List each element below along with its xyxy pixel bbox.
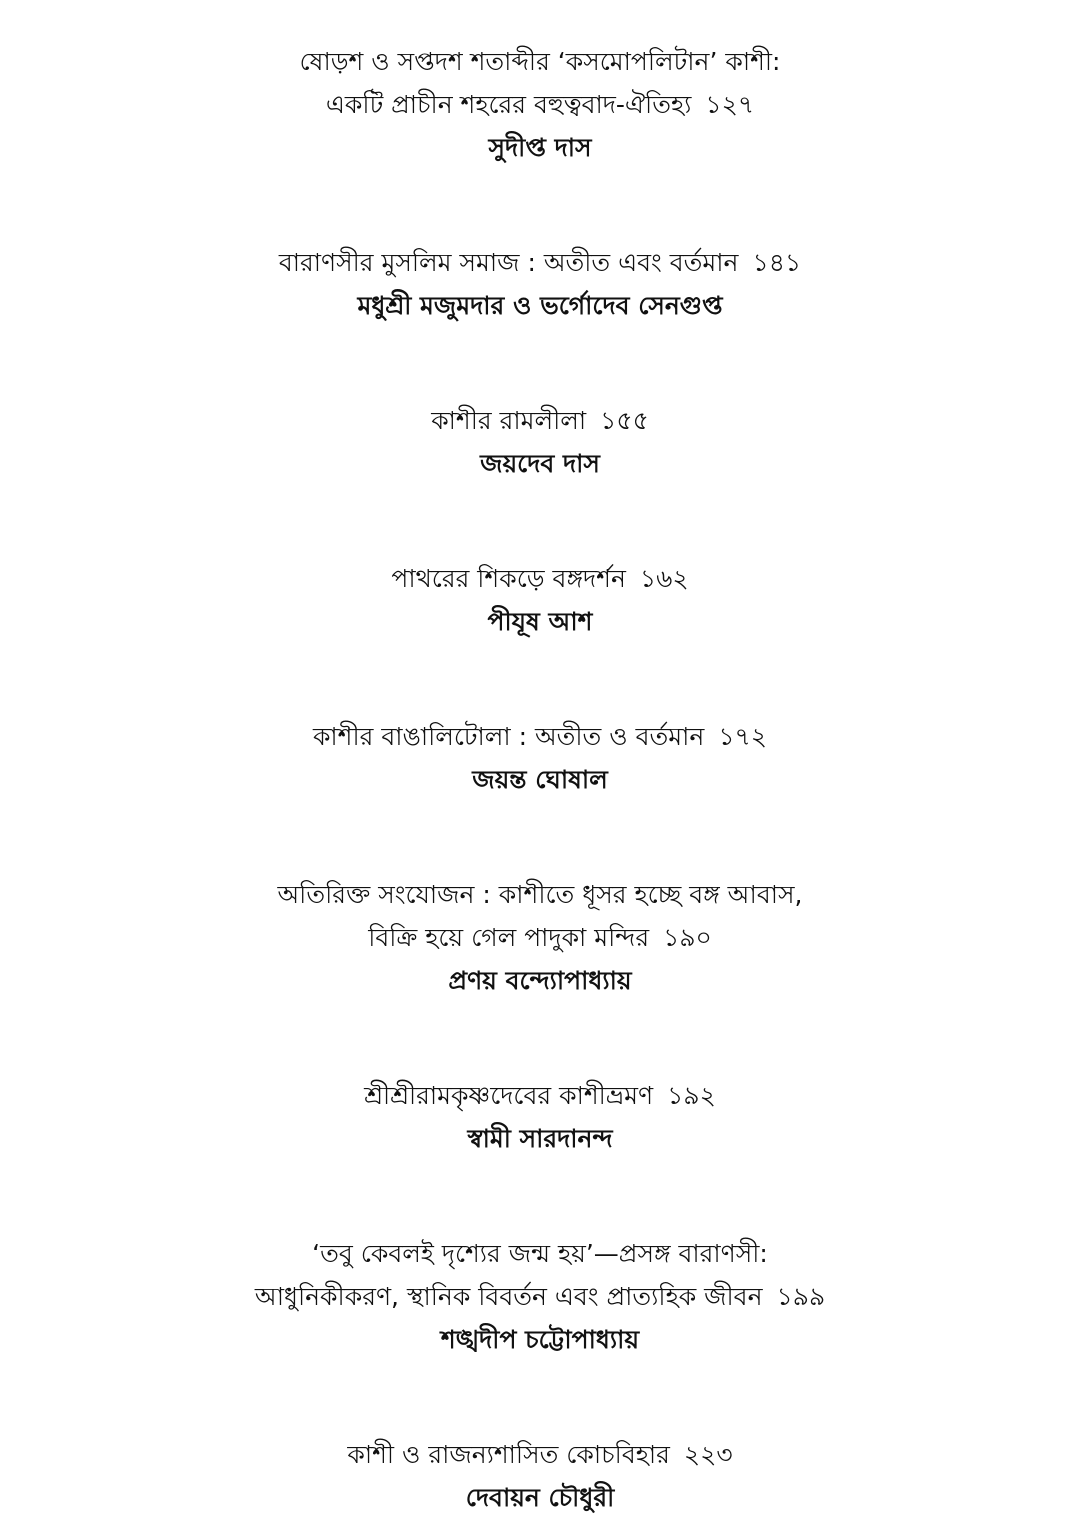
entry-title-line: [368, 916, 712, 959]
entry-title-line: [391, 557, 688, 600]
entry-page-number: ১৯২: [667, 1081, 716, 1110]
entry-title-text: বারাণসীর মুসলিম সমাজ : অতীত এবং বর্তমান: [278, 248, 739, 277]
toc-entry: [300, 40, 781, 169]
toc-entry: [391, 557, 688, 643]
entry-author: প্রণয় বন্দ্যোপাধ্যায়: [448, 966, 632, 995]
entry-page-number: ১৫৫: [600, 406, 649, 435]
entry-title-line: [347, 1433, 732, 1476]
entry-author: জয়দেব দাস: [480, 449, 600, 478]
toc-entry: [278, 873, 803, 1002]
entry-page-number: ১৪১: [752, 248, 802, 277]
entry-title-text: পাথরের শিকড়ে বঙ্গদর্শন: [391, 564, 626, 593]
entry-page-number: ২২৩: [683, 1440, 733, 1469]
entry-title-text: ‘তবু কেবলই দৃশ্যের জন্ম হয়’—প্রসঙ্গ বারাণসী:: [312, 1239, 768, 1268]
entry-title-text: শ্রীশ্রীরামকৃষ্ণদেবের কাশীভ্রমণ: [364, 1081, 654, 1110]
entry-title-line: [278, 873, 803, 916]
entry-title-text: অতিরিক্ত সংযোজন : কাশীতে ধূসর হচ্ছে বঙ্গ আবাস,: [277, 880, 803, 909]
entry-author: শঙ্খদীপ চট্টোপাধ্যায়: [440, 1325, 640, 1354]
entry-title-line: [279, 241, 801, 284]
entry-title-line: [326, 83, 754, 126]
toc-entry: [255, 1232, 825, 1361]
entry-author: সুদীপ্ত দাস: [488, 133, 592, 162]
entry-title-text: কাশীর রামলীলা: [431, 406, 587, 435]
toc-entry: [279, 241, 801, 327]
entry-title-line: [431, 399, 649, 442]
entry-author: পীযূষ আশ: [487, 607, 593, 636]
entry-author: জয়ন্ত ঘোষাল: [472, 765, 608, 794]
entry-page-number: ১৬২: [639, 564, 689, 593]
entry-title-text: একটি প্রাচীন শহরের বহুত্ববাদ-ঐতিহ্য: [325, 90, 692, 119]
entry-title-line: [364, 1074, 716, 1117]
entry-author: স্বামী সারদানন্দ: [467, 1124, 613, 1153]
entry-title-text: বিক্রি হয়ে গেল পাদুকা মন্দির: [368, 923, 650, 952]
entry-page-number: ১২৭: [705, 90, 755, 119]
entry-title-line: [313, 715, 767, 758]
entry-title-line: [255, 1275, 825, 1318]
entry-page-number: ১৯০: [663, 923, 712, 952]
toc-entry: [347, 1433, 732, 1519]
entry-title-text: ষোড়শ ও সপ্তদশ শতাব্দীর ‘কসমোপলিটান’ কাশী:: [299, 47, 781, 76]
entry-title-text: কাশীর বাঙালিটোলা : অতীত ও বর্তমান: [312, 722, 705, 751]
table-of-contents: [0, 40, 1080, 1519]
entry-title-text: আধুনিকীকরণ, স্থানিক বিবর্তন এবং প্রাত্যহিক জীবন: [254, 1282, 763, 1311]
toc-entry: [431, 399, 649, 485]
toc-entry: [364, 1074, 716, 1160]
entry-title-text: কাশী ও রাজন্যশাসিত কোচবিহার: [347, 1440, 670, 1469]
entry-page-number: ১৯৯: [776, 1282, 826, 1311]
entry-title-line: [300, 40, 781, 83]
entry-author: মধুশ্রী মজুমদার ও ভর্গোদেব সেনগুপ্ত: [357, 291, 723, 320]
entry-page-number: ১৭২: [718, 722, 768, 751]
toc-entry: [313, 715, 767, 801]
entry-title-line: [312, 1232, 768, 1275]
entry-author: দেবায়ন চৌধুরী: [465, 1483, 615, 1512]
